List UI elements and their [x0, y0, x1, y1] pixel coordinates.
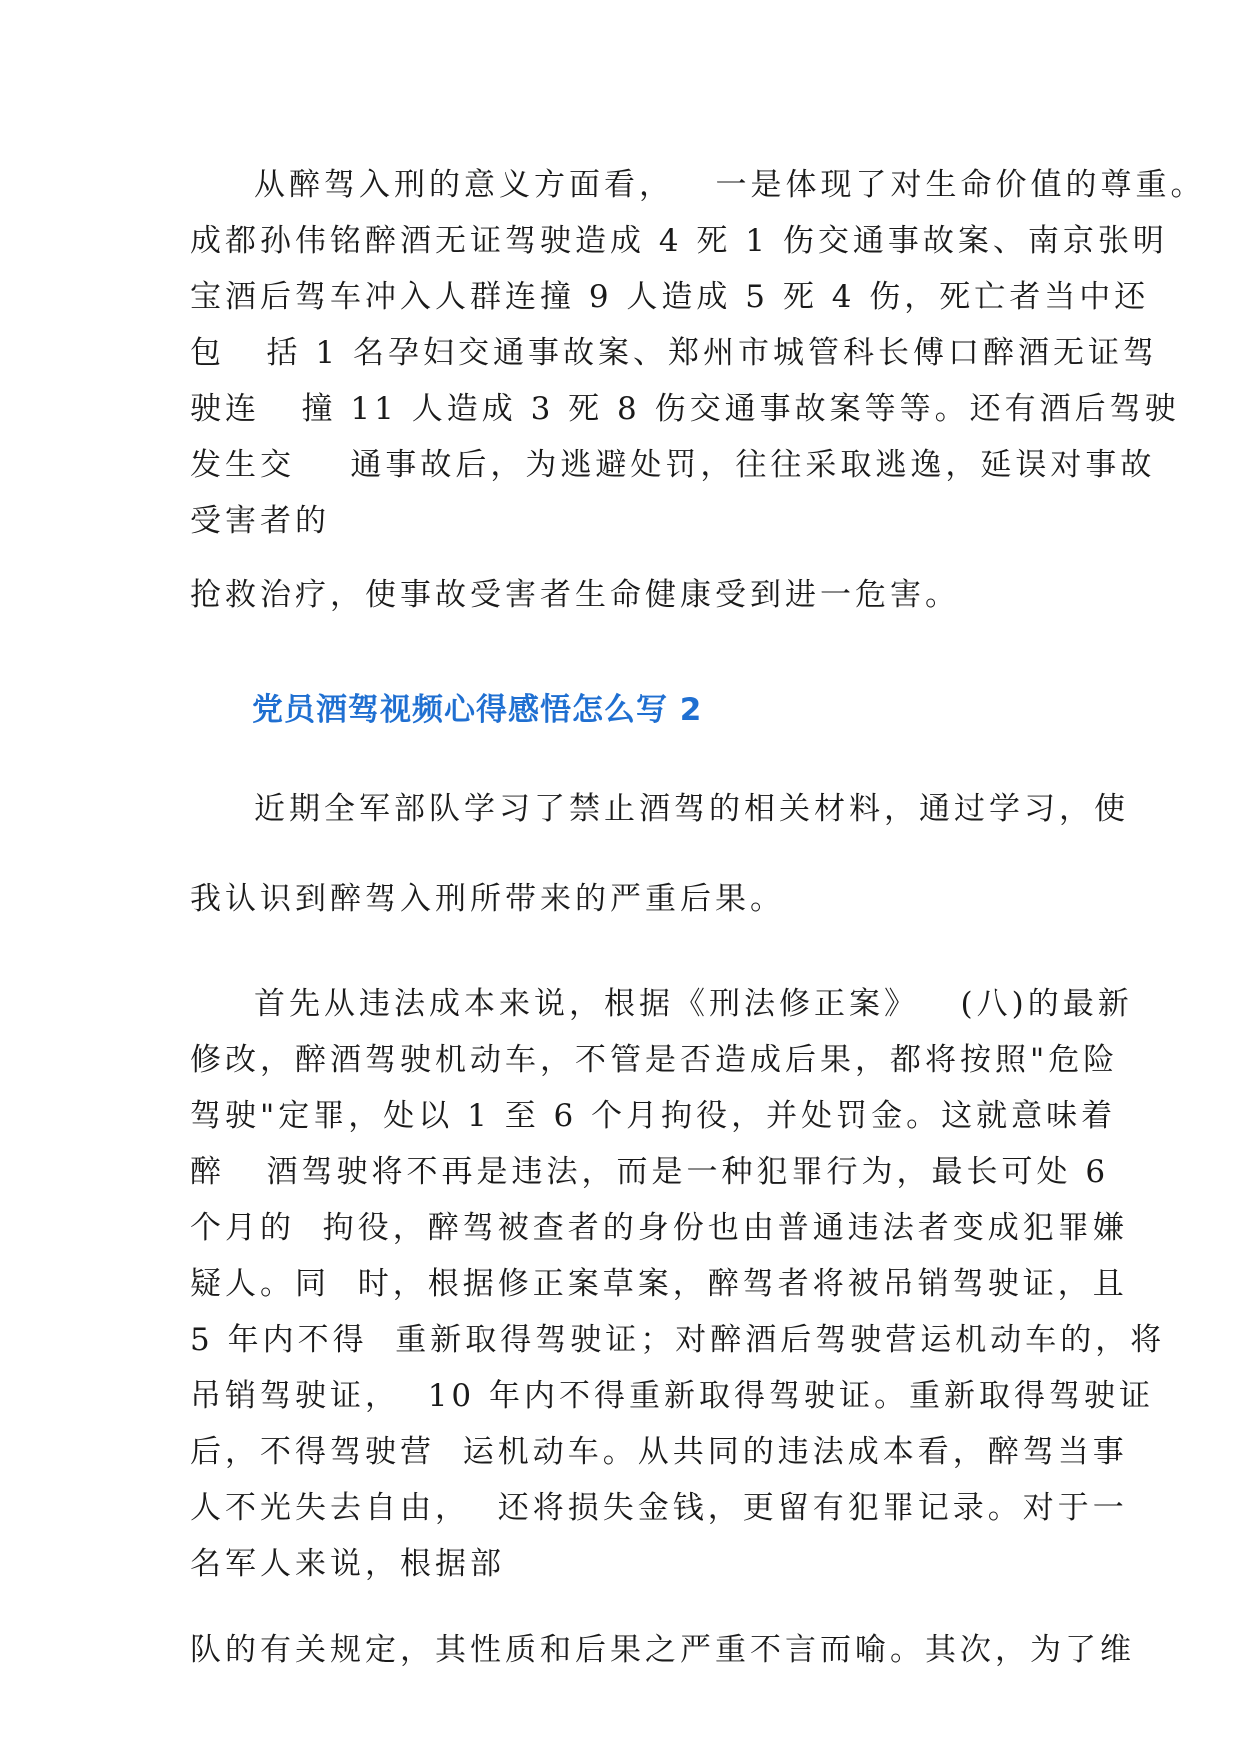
- text-line: 吊销驾驶证， 10 年内不得重新取得驾驶证。重新取得驾驶证: [190, 1378, 1155, 1414]
- text-line: 修改，醉酒驾驶机动车，不管是否造成后果，都将按照"危险: [190, 1042, 1119, 1078]
- text-line: 受害者的: [190, 503, 330, 539]
- paragraph-3-continuation: [190, 1622, 1135, 1678]
- text-line: 驾驶"定罪，处以 1 至 6 个月拘役，并处罚金。这就意味着: [190, 1098, 1117, 1134]
- text-line: 人不光失去自由， 还将损失金钱，更留有犯罪记录。对于一: [190, 1490, 1128, 1526]
- text-line: 5 年内不得 重新取得驾驶证；对醉酒后驾驶营运机动车的，将: [190, 1322, 1166, 1358]
- paragraph-2-line-1: [190, 781, 1129, 837]
- text-line: 驶连 撞 11 人造成 3 死 8 伤交通事故案等等。还有酒后驾驶: [190, 391, 1180, 427]
- text-line: 醉 酒驾驶将不再是违法，而是一种犯罪行为，最长可处 6: [190, 1154, 1110, 1190]
- text-line: 包 括 1 名孕妇交通事故案、郑州市城管科长傅口醉酒无证驾: [190, 335, 1158, 371]
- text-line: 从醉驾入刑的意义方面看， 一是体现了对生命价值的尊重。: [254, 167, 1206, 203]
- text-line: 队的有关规定，其性质和后果之严重不言而喻。其次，为了维: [190, 1632, 1135, 1668]
- text-line: 发生交 通事故后，为逃避处罚，往往采取逃逸，延误对事故: [190, 447, 1156, 483]
- paragraph-3: [190, 976, 1166, 1592]
- text-line: 个月的 拘役，醉驾被查者的身份也由普通违法者变成犯罪嫌: [190, 1210, 1128, 1246]
- text-line: 名军人来说，根据部: [190, 1546, 505, 1582]
- paragraph-1-continuation: [190, 567, 1070, 623]
- text-line: 我认识到醉驾入刑所带来的严重后果。: [190, 881, 785, 917]
- text-line: 首先从违法成本来说，根据《刑法修正案》 (八)的最新: [254, 986, 1133, 1022]
- text-line: 抢救治疗，使事故受害者生命健康受到进一危害。: [190, 577, 960, 613]
- section-heading: 党员酒驾视频心得感悟怎么写 2: [252, 692, 703, 728]
- text-line: 近期全军部队学习了禁止酒驾的相关材料，通过学习，使: [254, 791, 1129, 827]
- text-line: 宝酒后驾车冲入人群连撞 9 人造成 5 死 4 伤，死亡者当中还: [190, 279, 1150, 315]
- text-line: 后，不得驾驶营 运机动车。从共同的违法成本看，醉驾当事: [190, 1434, 1128, 1470]
- text-line: 成都孙伟铭醉酒无证驾驶造成 4 死 1 伤交通事故案、南京张明: [190, 223, 1168, 259]
- text-line: 疑人。同 时，根据修正案草案，醉驾者将被吊销驾驶证，且: [190, 1266, 1128, 1302]
- paragraph-1: [190, 157, 1206, 549]
- paragraph-2-line-2: [190, 871, 1070, 927]
